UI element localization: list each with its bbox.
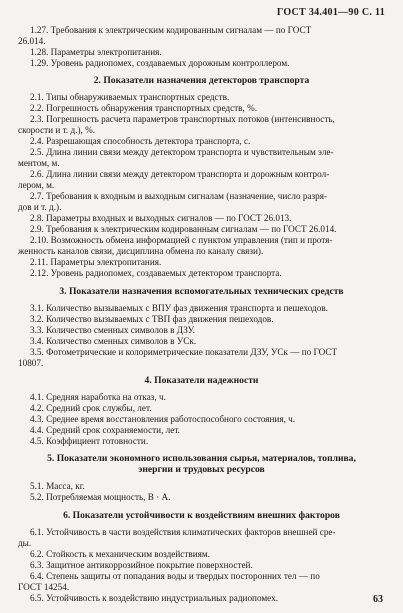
text-line: ментом, м. — [18, 158, 60, 168]
text-line: 2.4. Разрешающая способность детектора транспорта, с. — [30, 136, 251, 146]
text-line: 2.3. Погрешность расчета параметров транспортных потоков (интенсивность, — [30, 114, 335, 124]
text-line: 1.28. Параметры электропитания. — [30, 47, 162, 57]
text-line: 3.3. Количество сменных символов в ДЗУ. — [30, 325, 195, 335]
text-line: 5.1. Масса, кг. — [30, 481, 85, 491]
text-line: 2.10. Возможность обмена информацией с пунктом управления (тип и протя- — [30, 235, 333, 245]
text-line: 26.014. — [18, 36, 46, 46]
page-number: 63 — [373, 594, 383, 605]
text-line: 6.2. Стойкость к механическим воздействиям. — [30, 549, 210, 559]
text-line: 6.1. Устойчивость в части воздействия климатических факторов внешней сре- — [30, 527, 336, 537]
text-line: 2.2. Погрешность обнаружения транспортных средств, %. — [30, 103, 258, 113]
text-line: 6.3. Защитное антикоррозийное покрытие поверхностей. — [30, 560, 253, 570]
text-line: 3.5. Фотометрические и колориметрические показатели ДЗУ, УСк — по ГОСТ — [30, 347, 338, 357]
text-line: 2.1. Типы обнаруживаемых транспортных средств. — [30, 92, 230, 102]
section-heading: 4. Показатели надежности — [144, 375, 259, 386]
text-line: 2.5. Длина линии связи между детектором транспорта и чувствительным эле- — [30, 147, 334, 157]
text-line: 4.4. Средний срок сохраняемости, лет. — [30, 425, 180, 435]
section-heading: 3. Показатели назначения вспомогательных технических средств — [59, 286, 344, 297]
section-heading: энергии и трудовых ресурсов — [138, 464, 265, 475]
page-header: ГОСТ 34.401—90 С. 11 — [276, 7, 385, 18]
text-line: 2.11. Параметры электропитания. — [30, 257, 162, 267]
section-heading: 5. Показатели экономного использования сырья, материалов, топлива, — [47, 453, 356, 464]
text-line: 1.29. Уровень радиопомех, создаваемых дорожным контроллером. — [30, 58, 290, 68]
text-line: 3.2. Количество вызываемых с ТВП фаз движения пешеходов. — [30, 314, 274, 324]
text-line: 1.27. Требования к электрическим кодированным сигналам — по ГОСТ — [30, 25, 312, 35]
text-line: 2.8. Параметры входных и выходных сигналов — по ГОСТ 26.013. — [30, 213, 292, 223]
text-line: 4.2. Средний срок службы, лет. — [30, 403, 152, 413]
text-line: 2.6. Длина линии связи между детектором транспорта и дорожным контрол- — [30, 169, 330, 179]
text-line: 3.1. Количество вызываемых с ВПУ фаз движения транспорта и пешеходов. — [30, 303, 328, 313]
text-line: ГОСТ 14254. — [18, 582, 70, 592]
text-line: 2.7. Требования к входным и выходным сигналам (назначение, число разря- — [30, 191, 328, 201]
text-line: 6.5. Устойчивость к воздействию индустриальных радиопомех. — [30, 593, 279, 603]
text-line: 4.5. Коэффициент готовности. — [30, 436, 149, 446]
section-heading: 6. Показатели устойчивости к воздействиям внешних факторов — [63, 510, 340, 521]
section-heading: 2. Показатели назначения детекторов транспорта — [93, 75, 310, 86]
text-line: дов и т. д.). — [18, 202, 62, 212]
text-line: 5.2. Потребляемая мощность, В · А. — [30, 492, 171, 502]
text-line: 2.12. Уровень радиопомех, создаваемых детектором транспорта. — [30, 268, 282, 278]
text-line: 6.4. Степень защиты от попадания воды и твердых посторонних тел — по — [30, 571, 320, 581]
text-line: женность каналов связи, дисциплина обмена по каналу связи). — [18, 246, 264, 256]
text-line: ды. — [18, 538, 32, 548]
text-line: 4.1. Средняя наработка на отказ, ч. — [30, 392, 166, 402]
text-line: 4.3. Среднее время восстановления работоспособного состояния, ч. — [30, 414, 296, 424]
text-line: 3.4. Количество сменных символов в УСк. — [30, 336, 197, 346]
text-line: 10807. — [18, 358, 44, 368]
text-line: лером, м. — [18, 180, 55, 190]
text-line: скорости и т. д.), %. — [18, 125, 96, 135]
text-line: 2.9. Требования к электрическим кодированным сигналам — по ГОСТ 26.014. — [30, 224, 337, 234]
